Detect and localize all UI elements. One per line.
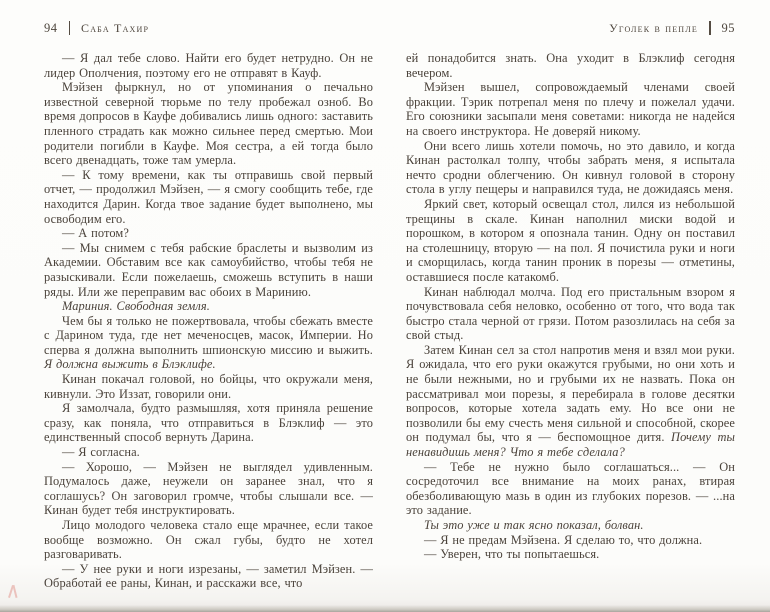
paragraph: [406, 343, 735, 460]
text-run: — К тому времени, как ты отправишь свой первый отчет, — продолжил Мэйзен, — я смогу сообщить тебе, где находится Дарин. Когда твое задание будет выполнено, мы освободим его.: [44, 167, 373, 226]
paragraph: [44, 314, 373, 372]
text-run: — У нее руки и ноги изрезаны, — заметил Мэйзен. — Обработай ее раны, Кинан, и расскажи все, что: [44, 561, 373, 591]
paragraph: [44, 372, 373, 401]
header-divider: [709, 21, 711, 35]
header-divider: [69, 21, 71, 35]
paragraph: [44, 80, 373, 168]
page-text-left: [44, 51, 373, 591]
page-right: [385, 0, 770, 612]
page-header-right: [406, 20, 735, 36]
paragraph: [44, 241, 373, 299]
paragraph: [44, 299, 373, 314]
pink-corner-mark: [7, 585, 19, 599]
paragraph: [406, 80, 735, 138]
text-run-italic: Ты это уже и так ясно показал, болван.: [423, 518, 644, 532]
paragraph: [44, 562, 373, 591]
page-number-left: 94: [44, 20, 58, 35]
text-run-italic: Я должна выжить в Блэклифе.: [44, 357, 216, 372]
page-text-right: [406, 51, 735, 562]
text-run: Кинан покачал головой, но бойцы, что окружали меня, кивнули. Это Иззат, говорили они.: [44, 372, 373, 401]
text-run: Они всего лишь хотели помочь, но это давило, и когда Кинан растолкал толпу, чтобы забрать меня, я испытала нечто сродни облегчению. Он кивнул головой в сторону стола в углу пещеры и направился туда, не дожидаясь меня.: [406, 138, 735, 197]
text-run: — Я согласна.: [61, 445, 140, 460]
running-title-author: Саба Тахир: [81, 20, 150, 35]
text-run: Мэйзен фыркнул, но от упоминания о печально известной северной тюрьме по телу пробежал озноб. Во время допросов в Кауфе добивались лишь одного: заставить пленного страдать как можно сильнее перед смертью. Мои родители погибли в Кауфе. Моя сестра, а ей тогда было всего двенадцать, тоже там умерла.: [44, 80, 373, 168]
page-header-left: [44, 20, 373, 36]
text-run: Мэйзен вышел, сопровождаемый членами своей фракции. Тэрик потрепал меня по плечу и пожелал удачи. Его союзники засыпали меня советами: никогда не надейся на своего инструктора. Не доверяй никому.: [406, 80, 735, 138]
running-title-book: Уголек в пепле: [609, 20, 698, 35]
paragraph: [406, 139, 735, 197]
paragraph: [406, 533, 735, 548]
text-run: — А потом?: [61, 226, 129, 241]
paragraph: [406, 460, 735, 518]
paragraph: [406, 197, 735, 285]
paragraph: [406, 518, 735, 533]
paragraph: [406, 51, 735, 80]
text-run-italic: Почему ты ненавидишь меня? Что я тебе сделала?: [406, 430, 735, 460]
paragraph: [44, 226, 373, 241]
text-run: — Тебе не нужно было соглашаться... — Он сосредоточил все внимание на моих ранах, втирая обезболивающую мазь в один из глубоких порезов. — ...на это задание.: [406, 459, 735, 518]
paragraph: [44, 460, 373, 518]
paragraph: [44, 51, 373, 80]
paragraph: [44, 168, 373, 226]
text-run: Затем Кинан сел за стол напротив меня и взял мои руки. Я ожидала, что его руки окажутся грубыми, но они хоть и не были нежными, но и грубыми их не назвать. Пока он рассматривал мои порезы, я перебирала в голове десятки вопросов, которые хотела задать ему. Но все они не позволили бы ему счесть меня сильной и способной, скорее он подумал бы, что я — беспомощное дитя.: [406, 342, 735, 445]
paragraph: [406, 285, 735, 343]
page-number-right: 95: [721, 20, 735, 35]
paragraph: [44, 518, 373, 562]
text-run: — Хорошо, — Мэйзен не выглядел удивленным. Подумалось даже, неужели он заранее знал, что я соглашусь? Он заговорил громче, чтобы слышали все. — Кинан будет тебя инструктировать.: [44, 459, 373, 518]
paragraph: [44, 445, 373, 460]
text-run: Яркий свет, который освещал стол, лился из небольшой трещины в скале. Кинан наполнил миски водой и порошком, в котором я опознала танин. Одну он поставил на столешницу, вторую — на пол. Я почистила руки и ноги и сморщилась, когда танин проник в порезы — отметины, оставшиеся после катакомб.: [406, 196, 735, 284]
text-run: ей понадобится знать. Она уходит в Блэклиф сегодня вечером.: [406, 51, 735, 80]
paragraph: [406, 547, 735, 562]
paragraph: [44, 401, 373, 445]
text-run: — Мы снимем с тебя рабские браслеты и вызволим из Академии. Обставим все как самоубийство, чтобы тебя не разыскивали. Если пожелаешь, сможешь вступить в наши ряды. Или же переправим вас обоих в Маринию.: [44, 240, 373, 299]
text-run-italic: Мариния. Свободная земля.: [61, 299, 210, 314]
page-bottom-edge: [0, 605, 770, 612]
text-run: Чем бы я только не пожертвовала, чтобы сбежать вместе с Дарином туда, где нет меченосцев, масок, Империи. Но сперва я должна выполнить шпионскую миссию и выжить.: [44, 313, 373, 357]
text-run: Кинан наблюдал молча. Под его пристальным взором я почувствовала себя неловко, особенно от того, что вода так быстро стала черной от грязи. Потом разозлилась на себя за свой стыд.: [406, 284, 735, 343]
text-run: — Я дал тебе слово. Найти его будет нетрудно. Он не лидер Ополчения, поэтому его не отправят в Кауф.: [44, 51, 373, 80]
text-run: Лицо молодого человека стало еще мрачнее, если такое вообще возможно. Он сжал губы, будто не хотел разговаривать.: [44, 518, 373, 562]
text-run: — Я не предам Мэйзена. Я сделаю то, что должна.: [423, 532, 703, 547]
text-run: Я замолчала, будто размышляя, хотя приняла решение сразу, как поняла, что отправиться в Блэклиф — это единственный способ вернуть Дарина.: [44, 401, 373, 445]
text-run: — Уверен, что ты попытаешься.: [423, 547, 600, 562]
